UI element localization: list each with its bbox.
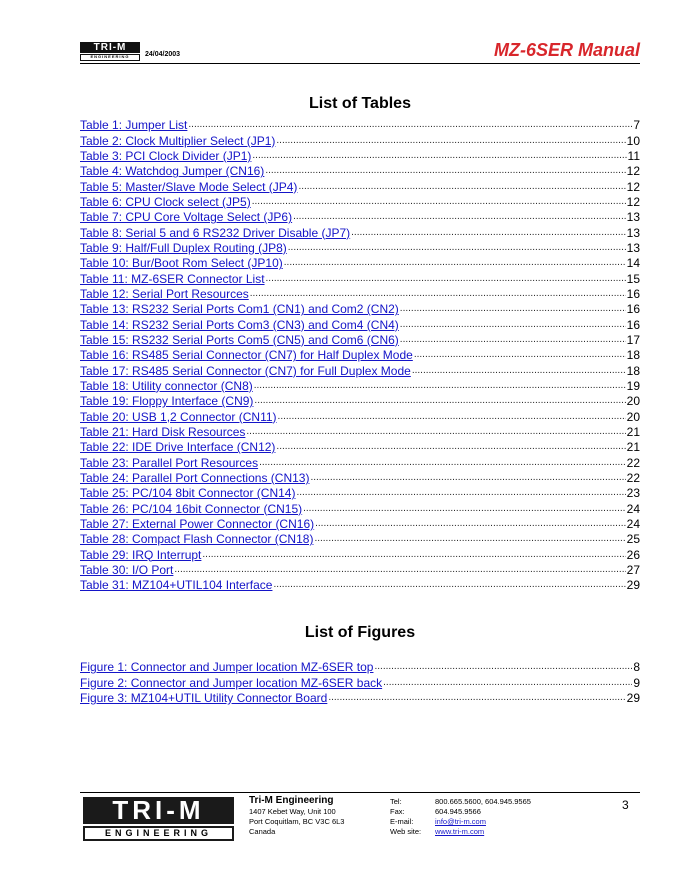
- table-entry[interactable]: [80, 500, 640, 515]
- table-entry-page: 21: [626, 424, 640, 439]
- dot-leader: [273, 578, 625, 592]
- table-entry[interactable]: [80, 393, 640, 408]
- table-entry-page: 7: [633, 118, 640, 133]
- table-entry-title[interactable]: Table 29: IRQ Interrupt: [80, 547, 202, 562]
- figure-entry-page: 29: [626, 690, 640, 705]
- dot-leader: [284, 256, 626, 270]
- dot-leader: [246, 425, 625, 439]
- dot-leader: [296, 486, 625, 500]
- table-entry-title[interactable]: Table 16: RS485 Serial Connector (CN7) for Half Duplex Mode: [80, 348, 413, 363]
- table-entry-page: 22: [626, 470, 640, 485]
- table-entry-page: 24: [626, 516, 640, 531]
- table-entry-page: 11: [627, 148, 640, 163]
- dot-leader: [315, 517, 626, 531]
- tables-heading: List of Tables: [309, 95, 411, 112]
- company-name: Tri-M Engineering: [249, 795, 334, 806]
- table-entry-title[interactable]: Table 28: Compact Flash Connector (CN18): [80, 532, 314, 547]
- dot-leader: [383, 676, 632, 690]
- dot-leader: [293, 210, 626, 224]
- email-label: E-mail:: [390, 817, 414, 826]
- table-entry-page: 17: [626, 332, 640, 347]
- address-line-1: 1407 Kebet Way, Unit 100: [249, 807, 336, 816]
- table-entry-page: 21: [626, 440, 640, 455]
- tables-list: [80, 117, 640, 592]
- email-link[interactable]: info@tri-m.com: [435, 817, 486, 826]
- logo-sub: ENGINEERING: [80, 54, 140, 61]
- table-entry-title[interactable]: Table 12: Serial Port Resources: [80, 286, 249, 301]
- table-entry[interactable]: [80, 117, 640, 132]
- table-entry-page: 16: [626, 317, 640, 332]
- table-entry-title[interactable]: Table 17: RS485 Serial Connector (CN7) for Full Duplex Mode: [80, 363, 411, 378]
- table-entry-page: 24: [626, 501, 640, 516]
- table-entry[interactable]: [80, 378, 640, 393]
- footer-logo-sub: ENGINEERING: [83, 826, 234, 841]
- table-entry-title[interactable]: Table 30: I/O Port: [80, 562, 174, 577]
- logo-text: TRI-M: [80, 42, 140, 53]
- table-entry-page: 16: [626, 286, 640, 301]
- dot-leader: [265, 164, 625, 178]
- table-entry-title[interactable]: Table 26: PC/104 16bit Connector (CN15): [80, 501, 303, 516]
- table-entry[interactable]: [80, 178, 640, 193]
- page-number: 3: [622, 798, 629, 812]
- table-entry-page: 14: [626, 256, 640, 271]
- table-entry[interactable]: [80, 240, 640, 255]
- dot-leader: [252, 149, 626, 163]
- table-entry[interactable]: [80, 301, 640, 316]
- dot-leader: [328, 691, 625, 705]
- table-entry-page: 18: [626, 348, 640, 363]
- table-entry-title[interactable]: Table 2: Clock Multiplier Select (JP1): [80, 133, 276, 148]
- table-entry[interactable]: [80, 332, 640, 347]
- figure-entry-title[interactable]: Figure 1: Connector and Jumper location MZ-6SER top: [80, 660, 374, 675]
- figure-entry[interactable]: [80, 690, 640, 705]
- table-entry-page: 15: [626, 271, 640, 286]
- table-entry-title[interactable]: Table 27: External Power Connector (CN16): [80, 516, 315, 531]
- table-entry-title[interactable]: Table 24: Parallel Port Connections (CN13): [80, 470, 310, 485]
- table-entry[interactable]: [80, 516, 640, 531]
- table-entry[interactable]: [80, 485, 640, 500]
- dot-leader: [276, 440, 625, 454]
- dot-leader: [303, 502, 626, 516]
- dot-leader: [188, 118, 632, 132]
- table-entry-page: 19: [626, 378, 640, 393]
- table-entry[interactable]: [80, 163, 640, 178]
- footer-divider: [80, 792, 640, 793]
- tri-m-logo-small: [80, 42, 140, 60]
- table-entry-title[interactable]: Table 10: Bur/Boot Rom Select (JP10): [80, 256, 283, 271]
- table-entry[interactable]: [80, 562, 640, 577]
- table-entry[interactable]: [80, 424, 640, 439]
- table-entry-title[interactable]: Table 6: CPU Clock select (JP5): [80, 194, 251, 209]
- table-entry-title[interactable]: Table 18: Utility connector (CN8): [80, 378, 253, 393]
- dot-leader: [276, 134, 625, 148]
- table-entry[interactable]: [80, 362, 640, 377]
- table-entry-title[interactable]: Table 15: RS232 Serial Ports Com5 (CN5) and Com6 (CN6): [80, 332, 399, 347]
- table-entry-page: 26: [626, 547, 640, 562]
- footer-logo-text: TRI-M: [83, 797, 234, 824]
- table-entry[interactable]: [80, 408, 640, 423]
- website-link[interactable]: www.tri-m.com: [435, 827, 485, 836]
- table-entry[interactable]: [80, 347, 640, 362]
- table-entry-title[interactable]: Table 7: CPU Core Voltage Select (JP6): [80, 210, 293, 225]
- dot-leader: [414, 348, 626, 362]
- tel-value: 800.665.5600, 604.945.9565: [435, 797, 531, 806]
- table-entry[interactable]: [80, 286, 640, 301]
- table-entry[interactable]: [80, 194, 640, 209]
- table-entry[interactable]: [80, 224, 640, 239]
- figure-entry-page: 9: [633, 675, 640, 690]
- table-entry-title[interactable]: Table 9: Half/Full Duplex Routing (JP8): [80, 240, 287, 255]
- table-entry-page: 25: [626, 532, 640, 547]
- table-entry[interactable]: [80, 316, 640, 331]
- table-entry-page: 16: [626, 302, 640, 317]
- table-entry-title[interactable]: Table 11: MZ-6SER Connector List: [80, 271, 265, 286]
- dot-leader: [252, 195, 626, 209]
- table-entry[interactable]: [80, 148, 640, 163]
- table-entry-title[interactable]: Table 1: Jumper List: [80, 118, 188, 133]
- table-entry-page: 23: [626, 486, 640, 501]
- dot-leader: [298, 180, 625, 194]
- table-entry[interactable]: [80, 577, 640, 592]
- figure-entry[interactable]: [80, 674, 640, 689]
- table-entry-page: 13: [626, 225, 640, 240]
- figures-list: [80, 659, 640, 705]
- dot-leader: [174, 563, 625, 577]
- header-divider: [80, 63, 640, 64]
- table-entry-title[interactable]: Table 31: MZ104+UTIL104 Interface: [80, 578, 273, 593]
- table-entry-page: 10: [626, 133, 640, 148]
- table-entry[interactable]: [80, 531, 640, 546]
- table-entry[interactable]: [80, 209, 640, 224]
- dot-leader: [254, 394, 625, 408]
- table-entry-page: 20: [626, 409, 640, 424]
- fax-value: 604.945.9566: [435, 807, 481, 816]
- dot-leader: [254, 379, 626, 393]
- figures-heading: List of Figures: [304, 624, 416, 641]
- table-entry-title[interactable]: Table 3: PCI Clock Divider (JP1): [80, 148, 252, 163]
- table-entry-page: 27: [626, 562, 640, 577]
- table-entry-page: 13: [626, 210, 640, 225]
- figure-entry[interactable]: [80, 659, 640, 674]
- dot-leader: [202, 548, 625, 562]
- table-entry-title[interactable]: Table 19: Floppy Interface (CN9): [80, 394, 254, 409]
- table-entry-title[interactable]: Table 5: Master/Slave Mode Select (JP4): [80, 179, 298, 194]
- table-entry[interactable]: [80, 454, 640, 469]
- table-entry-title[interactable]: Table 4: Watchdog Jumper (CN16): [80, 164, 265, 179]
- company-address: [249, 795, 344, 837]
- manual-title: MZ-6SER Manual: [493, 40, 640, 60]
- table-entry-page: 18: [626, 363, 640, 378]
- tel-label: Tel:: [390, 797, 402, 806]
- table-entry[interactable]: [80, 255, 640, 270]
- dot-leader: [266, 272, 626, 286]
- dot-leader: [314, 532, 625, 546]
- contact-block: [390, 797, 531, 837]
- table-entry[interactable]: [80, 132, 640, 147]
- table-entry-page: 13: [626, 240, 640, 255]
- table-entry[interactable]: [80, 439, 640, 454]
- dot-leader: [400, 318, 626, 332]
- table-entry-page: 20: [626, 394, 640, 409]
- table-entry-page: 12: [626, 179, 640, 194]
- table-entry-page: 12: [626, 164, 640, 179]
- table-entry[interactable]: [80, 270, 640, 285]
- web-label: Web site:: [390, 827, 422, 836]
- table-entry-title[interactable]: Table 13: RS232 Serial Ports Com1 (CN1) and Com2 (CN2): [80, 302, 399, 317]
- table-entry[interactable]: [80, 470, 640, 485]
- table-entry-title[interactable]: Table 21: Hard Disk Resources: [80, 424, 246, 439]
- header-date: 24/04/2003: [145, 51, 181, 58]
- tri-m-logo-large: [83, 797, 234, 839]
- table-entry-title[interactable]: Table 23: Parallel Port Resources: [80, 455, 259, 470]
- address-country: Canada: [249, 827, 276, 836]
- table-entry-page: 22: [626, 455, 640, 470]
- figure-entry-page: 8: [633, 660, 640, 675]
- dot-leader: [400, 333, 626, 347]
- table-entry-title[interactable]: Table 20: USB 1,2 Connector (CN11): [80, 409, 277, 424]
- figure-entry-title[interactable]: Figure 2: Connector and Jumper location MZ-6SER back: [80, 675, 383, 690]
- dot-leader: [351, 226, 626, 240]
- page-header: [80, 40, 640, 62]
- address-line-2: Port Coquitlam, BC V3C 6L3: [249, 817, 345, 826]
- dot-leader: [288, 241, 626, 255]
- dot-leader: [374, 660, 632, 674]
- table-entry-title[interactable]: Table 8: Serial 5 and 6 RS232 Driver Disable (JP7): [80, 225, 351, 240]
- table-entry-page: 12: [626, 194, 640, 209]
- fax-label: Fax:: [390, 807, 405, 816]
- table-entry-page: 29: [626, 578, 640, 593]
- dot-leader: [310, 471, 625, 485]
- dot-leader: [259, 456, 626, 470]
- dot-leader: [250, 287, 626, 301]
- dot-leader: [278, 410, 626, 424]
- table-entry-title[interactable]: Table 25: PC/104 8bit Connector (CN14): [80, 486, 296, 501]
- table-entry[interactable]: [80, 546, 640, 561]
- dot-leader: [412, 364, 626, 378]
- figure-entry-title[interactable]: Figure 3: MZ104+UTIL Utility Connector Board: [80, 690, 328, 705]
- table-entry-title[interactable]: Table 14: RS232 Serial Ports Com3 (CN3) and Com4 (CN4): [80, 317, 399, 332]
- table-entry-title[interactable]: Table 22: IDE Drive Interface (CN12): [80, 440, 276, 455]
- dot-leader: [400, 302, 626, 316]
